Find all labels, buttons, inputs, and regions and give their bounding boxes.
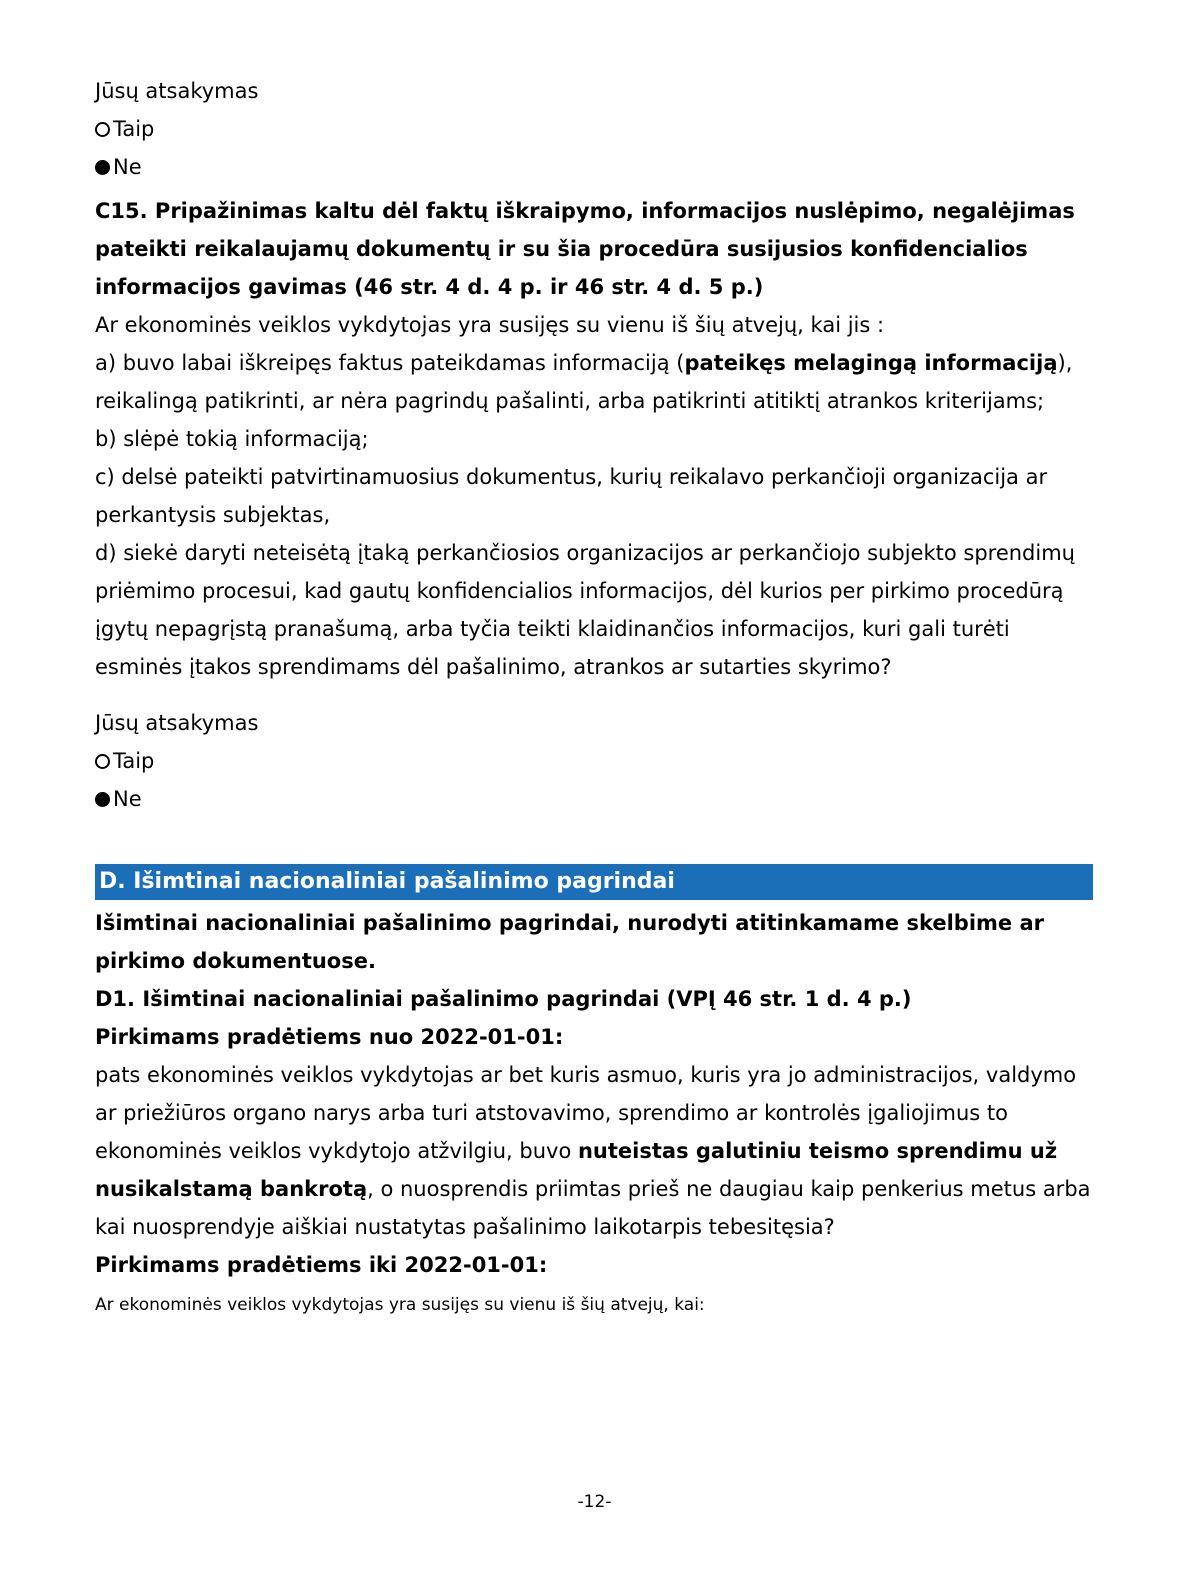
radio-option-ne bbox=[95, 780, 1093, 818]
radio-unchecked-icon[interactable] bbox=[95, 754, 110, 769]
text-segment: a) buvo labai iškreipęs faktus pateikdamas informaciją ( bbox=[95, 351, 685, 375]
d1-from-2022-heading: Pirkimams pradėtiems nuo 2022-01-01: bbox=[95, 1025, 564, 1049]
text-segment: pats ekonominės veiklos vykdytojas ar bet kuris asmuo, kuris yra jo administracijos, valdymo ar priežiūros organo narys arba turi atstovavimo, sprendimo ar kontrolės įgaliojimus to ekonominės veiklos vykdytojo atžvilgiu, buvo bbox=[95, 1063, 1077, 1163]
question-c15-intro: Ar ekonominės veiklos vykdytojas yra susijęs su vienu iš šių atvejų, kai jis : bbox=[95, 313, 885, 337]
question-c15-heading: C15. Pripažinimas kaltu dėl faktų iškraipymo, informacijos nuslėpimo, negalėjimas pateikti reikalaujamų dokumentų ir su šia procedūra susijusios konfidencialios informacijos gavimas (46 str. 4 d. 4 p. ir 46 str. 4 d. 5 p.) bbox=[95, 199, 1075, 299]
radio-checked-icon[interactable] bbox=[95, 792, 110, 807]
emphasized-text: pateikęs melagingą informaciją bbox=[684, 351, 1058, 375]
question-c15-item-a bbox=[95, 344, 1093, 420]
section-d-subtitle: Išimtinai nacionaliniai pašalinimo pagrindai, nurodyti atitinkamame skelbime ar pirkimo dokumentuose. bbox=[95, 911, 1044, 973]
text-segment: , o nuosprendis priimtas prieš ne daugiau kaip penkerius metus arba kai nuosprendyje aiškiai nustatytas pašalinimo laikotarpis tebesitęsia? bbox=[95, 1177, 1091, 1239]
text-segment: ), reikalingą patikrinti, ar nėra pagrindų pašalinti, arba patikrinti atitiktį atrankos kriterijams; bbox=[95, 351, 1073, 413]
question-c15-item-b: b) slėpė tokią informaciją; bbox=[95, 427, 369, 451]
section-d-banner: D. Išimtinai nacionaliniai pašalinimo pagrindai bbox=[95, 864, 1093, 900]
radio-option-taip bbox=[95, 110, 1093, 148]
question-d1-heading: D1. Išimtinai nacionaliniai pašalinimo pagrindai (VPĮ 46 str. 1 d. 4 p.) bbox=[95, 987, 912, 1011]
question-c15-item-d: d) siekė daryti neteisėtą įtaką perkančiosios organizacijos ar perkančiojo subjekto sprendimų priėmimo procesui, kad gautų konfidencialios informacijos, dėl kurios per pirkimo procedūrą įgytų nepagrįstą pranašumą, arba tyčia teikti klaidinančios informacijos, kuri gali turėti esminės įtakos sprendimams dėl pašalinimo, atrankos ar sutarties skyrimo? bbox=[95, 541, 1075, 679]
radio-option-label: Taip bbox=[113, 117, 155, 141]
emphasized-text: nuteistas galutiniu teismo sprendimu už nusikalstamą bankrotą bbox=[95, 1139, 1058, 1201]
radio-option-label: Ne bbox=[113, 787, 142, 811]
question-c15-item-c: c) delsė pateikti patvirtinamuosius dokumentus, kurių reikalavo perkančioji organizacija ar perkantysis subjektas, bbox=[95, 465, 1048, 527]
answer-block-top bbox=[95, 72, 1093, 186]
radio-option-taip bbox=[95, 742, 1093, 780]
answer-block-c15 bbox=[95, 704, 1093, 818]
page-number: -12- bbox=[577, 1492, 612, 1512]
radio-checked-icon[interactable] bbox=[95, 160, 110, 175]
d1-until-2022-intro: Ar ekonominės veiklos vykdytojas yra susijęs su vienu iš šių atvejų, kai: bbox=[95, 1295, 705, 1315]
radio-option-label: Ne bbox=[113, 155, 142, 179]
d1-from-2022-body bbox=[95, 1056, 1093, 1246]
answer-label: Jūsų atsakymas bbox=[95, 79, 259, 103]
document-content bbox=[95, 68, 1093, 1320]
radio-option-ne bbox=[95, 148, 1093, 186]
d1-until-2022-heading: Pirkimams pradėtiems iki 2022-01-01: bbox=[95, 1253, 548, 1277]
answer-label: Jūsų atsakymas bbox=[95, 711, 259, 735]
radio-unchecked-icon[interactable] bbox=[95, 122, 110, 137]
radio-option-label: Taip bbox=[113, 749, 155, 773]
